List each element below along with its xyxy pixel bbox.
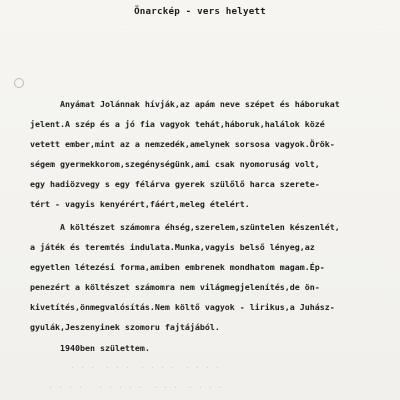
punch-hole <box>14 78 24 88</box>
text-line: ségem gyermekkorom,szegénységünk,ami csak nyomoruság volt, <box>30 159 320 169</box>
text-line: penezért a költészet számomra nem világmegjelenítés,de ön- <box>30 282 320 292</box>
bleed-through-text: · · · · · · · · · · · · · · · · <box>48 382 223 392</box>
text-line: tért - vagyis kenyérért,fáért,meleg ételért. <box>30 199 250 209</box>
bleed-through-text: · · · · · · · · · · · · · · <box>70 362 220 372</box>
text-line: 1940ben születtem. <box>60 343 150 353</box>
text-line: a játék és teremtés indulata.Munka,vagyis belső lényeg,az <box>30 242 315 252</box>
text-line: vetett ember,mint az a nemzedék,amelynek sorsosa vagyok.Örök- <box>30 139 335 149</box>
text-line: jelent.A szép és a jó fia vagyok tehát,háboruk,halálok közé <box>30 119 325 129</box>
text-line: kivetítés,önmegvalósítás.Nem költő vagyok - lirikus,a Juhász- <box>30 302 335 312</box>
text-line: A költészet számomra éhség,szerelem,szüntelen készenlét, <box>60 222 340 232</box>
text-line: Anyámat Jolánnak hívják,az apám neve szépet és háborukat <box>60 99 340 109</box>
text-line: gyulák,Jeszenyinek szomoru fajtájából. <box>30 322 220 332</box>
text-line: egy hadiözvegy s egy félárva gyerek szülőlő harca szerete- <box>30 179 320 189</box>
text-line: egyetlen létezési forma,amiben embrenek mondhatom magam.Ép- <box>30 262 325 272</box>
document-title: Önarckép - vers helyett <box>134 6 266 17</box>
